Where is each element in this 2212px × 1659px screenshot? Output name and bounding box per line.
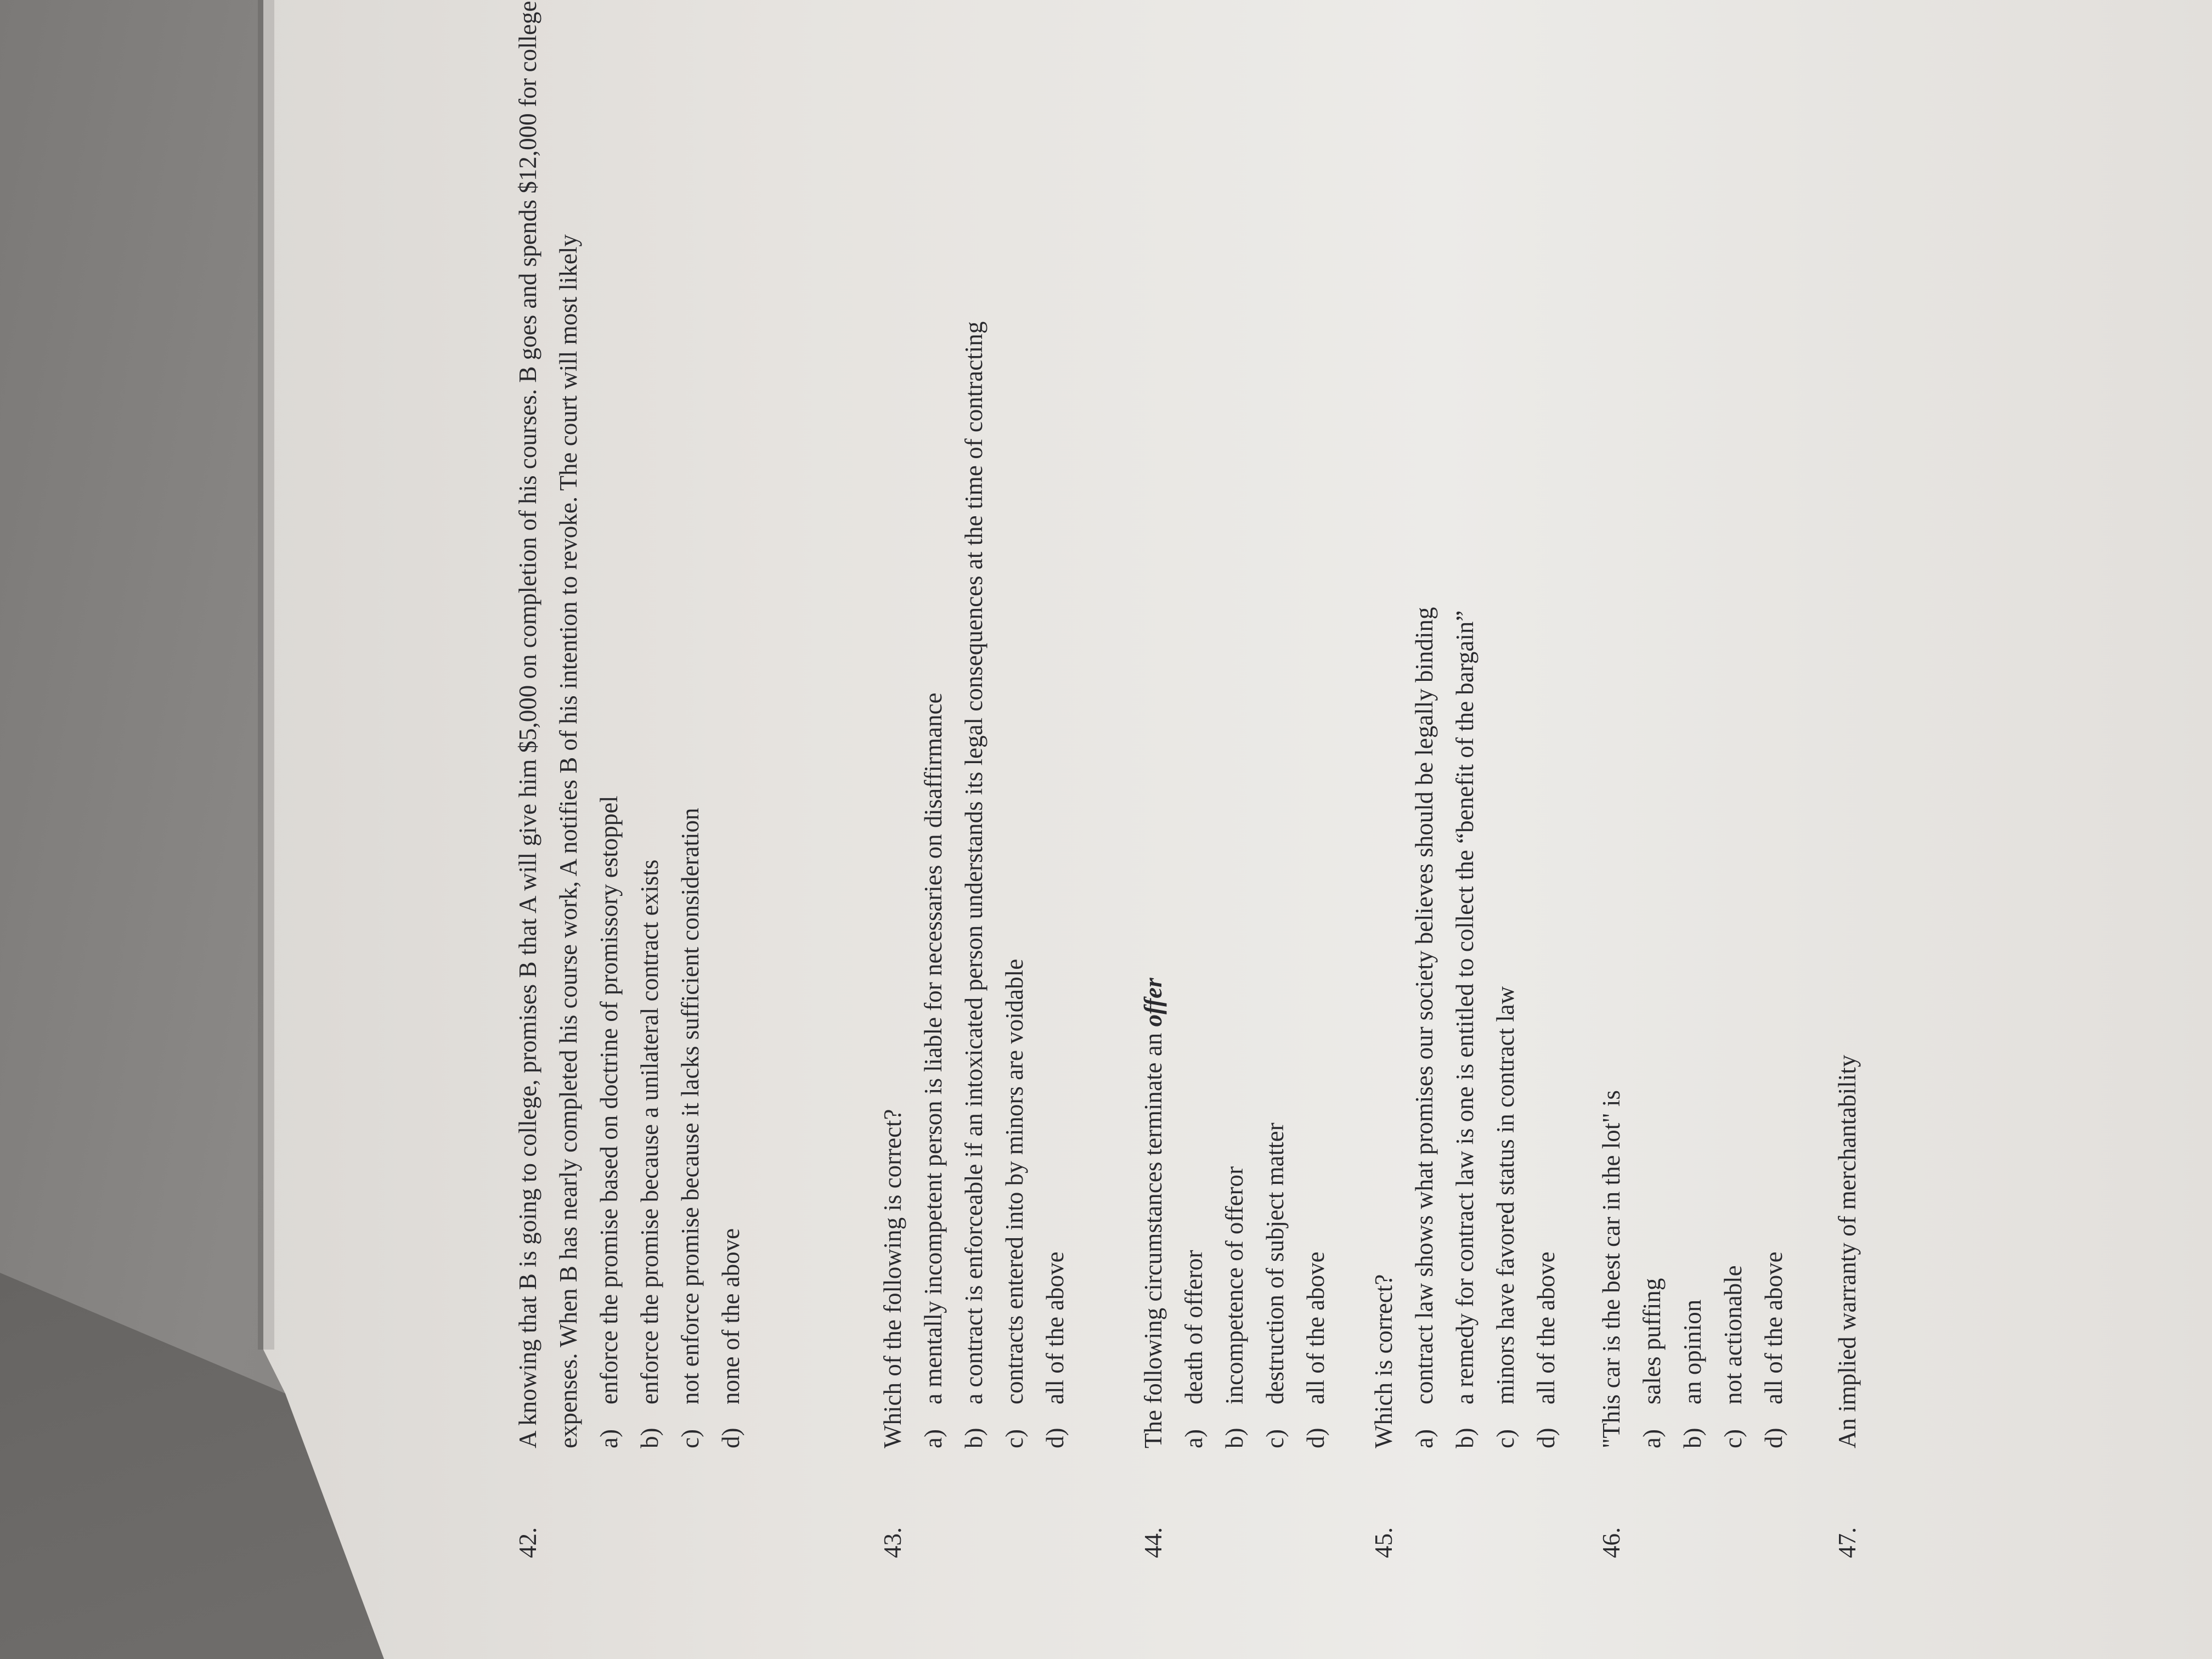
option-letter: b) (1451, 1427, 1479, 1448)
option-text: enforce the promise based on doctrine of promissory estoppel (595, 795, 623, 1404)
option-letter: a) (919, 1429, 947, 1448)
option-text: sales puffing (1638, 1278, 1666, 1404)
option-letter: c) (1261, 1429, 1289, 1448)
question-number: 44. (1139, 1527, 1167, 1558)
question-47 (1827, 0, 1867, 1558)
option-letter: a) (595, 1429, 623, 1448)
question-number: 43. (879, 1527, 906, 1558)
question-number: 45. (1370, 1527, 1397, 1558)
option-letter: d) (717, 1427, 744, 1448)
emphasized-term: offer (1139, 978, 1167, 1027)
option-letter: b) (636, 1427, 663, 1448)
option-text: none of the above (717, 1228, 744, 1404)
option-text: enforce the promise because a unilateral contract exists (636, 859, 663, 1404)
option-letter: d) (1302, 1427, 1329, 1448)
question-number: 42. (514, 1527, 541, 1558)
option-text: all of the above (1760, 1251, 1787, 1404)
exam-page-continued (274, 0, 1865, 1591)
option-letter: c) (1492, 1429, 1519, 1448)
option-letter: c) (676, 1429, 704, 1448)
question-number: 46. (1598, 1527, 1625, 1558)
question-text: A knowing that B is going to college, promises B that A will give him $5,000 on completion of his courses. B goes and spends $12,000 for college expenses. When B has nearly completed his course work, A notifies B of his intention to revoke. The court will most likely (514, 1, 582, 1448)
option-letter: b) (1679, 1427, 1706, 1448)
option-letter: c) (1001, 1429, 1028, 1448)
option-letter: d) (1532, 1427, 1560, 1448)
option-letter: a) (1638, 1429, 1666, 1448)
option-text: incompetence of offeror (1221, 1166, 1248, 1404)
option-text: death of offeror (1180, 1250, 1207, 1404)
question-text: "This car is the best car in the lot" is (1598, 1090, 1625, 1448)
option-letter: a) (1410, 1429, 1438, 1448)
option-text: a mentally incompetent person is liable for necessaries on disaffirmance (919, 692, 947, 1404)
option-text: minors have favored status in contract law (1492, 986, 1519, 1404)
option-text: all of the above (1532, 1251, 1560, 1404)
option-text: contract law shows what promises our society believes should be legally binding (1410, 607, 1438, 1404)
question-text: An implied warranty of merchantability (1833, 1054, 1861, 1448)
option-text: an opinion (1679, 1299, 1706, 1404)
option-letter: d) (1760, 1427, 1787, 1448)
option-text: all of the above (1302, 1251, 1329, 1404)
option-text: contracts entered into by minors are voidable (1001, 958, 1028, 1404)
option-letter: c) (1719, 1429, 1747, 1448)
option-text: all of the above (1041, 1251, 1069, 1404)
option-text: not enforce promise because it lacks sufficient consideration (676, 808, 704, 1404)
question-number: 47. (1833, 1527, 1861, 1558)
option-text: a remedy for contract law is one is entitled to collect the “benefit of the bargain” (1451, 610, 1479, 1404)
option-text: destruction of subject matter (1261, 1122, 1289, 1404)
option-text: a contract is enforceable if an intoxicated person understands its legal consequences at the time of contracting (960, 321, 988, 1404)
question-text: Which is correct? (1370, 1274, 1397, 1448)
question-text: Which of the following is correct? (879, 1109, 906, 1448)
option-letter: d) (1041, 1427, 1069, 1448)
option-text: not actionable (1719, 1265, 1747, 1404)
option-letter: a) (1180, 1429, 1207, 1448)
option-letter: b) (1221, 1427, 1248, 1448)
question-text-lead: The following circumstances terminate an (1139, 1026, 1167, 1448)
option-letter: b) (960, 1427, 988, 1448)
